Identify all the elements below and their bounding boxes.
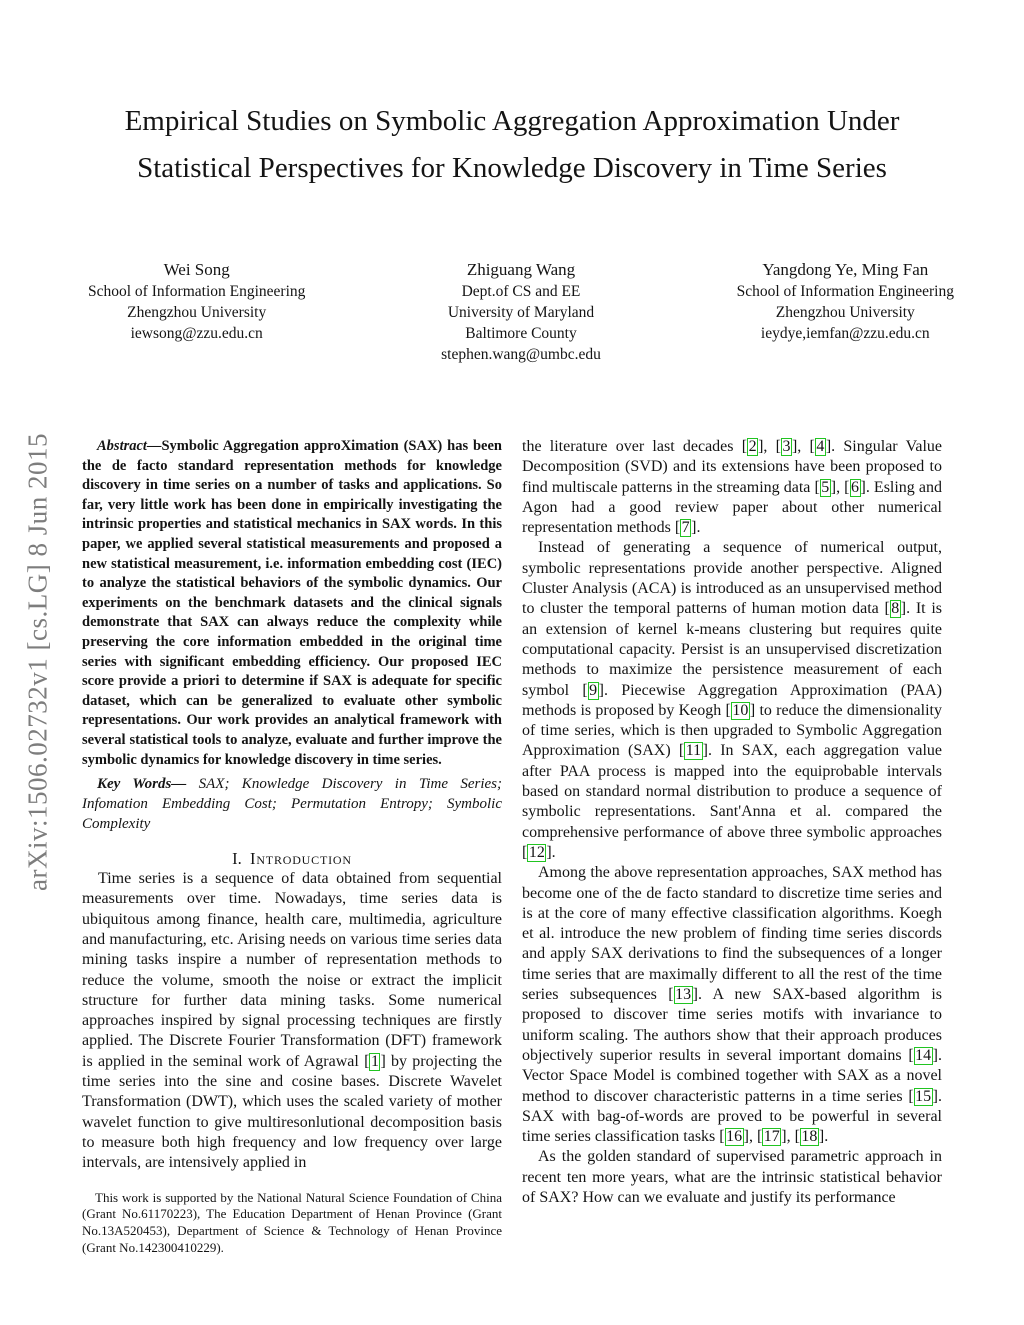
keywords-label: Key Words— [97, 776, 187, 793]
author-name: Wei Song [163, 260, 230, 279]
keywords-paragraph [82, 774, 502, 834]
abstract-paragraph [82, 437, 502, 770]
citation-ref[interactable]: 7 [681, 519, 690, 537]
author-email: stephen.wang@umbc.edu [441, 346, 601, 363]
citation-ref[interactable]: 16 [726, 1128, 743, 1146]
paper-title: Empirical Studies on Symbolic Aggregation Approximation Under Statistical Perspectives for Knowledge Discovery in Time Series [124, 105, 900, 184]
author-affiliation-line: Zhengzhou University [127, 304, 267, 321]
body-paragraph: the literature over last decades [2], [3], [4]. Singular Value Decomposition (SVD) and its extensions have been proposed to find multiscale patterns in the streaming data [5], [6]. Esling and Agon had a good review paper about other numerical representation methods [7]. [522, 438, 942, 537]
body-columns [82, 437, 942, 1257]
author-card [88, 259, 305, 365]
section-title: Introduction [250, 849, 352, 869]
author-email: iewsong@zzu.edu.cn [130, 325, 263, 342]
body-paragraph: As the golden standard of supervised parametric approach in recent ten more years, what are the intrinsic statistical behavior of SAX? How can we evaluate and justify its performance [522, 1148, 942, 1206]
abstract-label: Abstract— [97, 438, 162, 454]
citation-ref[interactable]: 11 [685, 742, 702, 760]
left-column [82, 437, 502, 1257]
intro-paragraph: Time series is a sequence of data obtained from sequential measurements over time. Nowadays, time series data is ubiquitous among finance, health care, multimedia, agriculture and manufacturing, etc. Arising needs on various time series data mining tasks inspire a number of representation methods to reduce the volume, smooth the noise or extract the implicit structure for further data mining tasks. Some numerical approaches inspired by signal processing techniques are firstly applied. The Discrete Fourier Transformation (DFT) framework is applied in the seminal work of Agrawal [1] by projecting the time series into the sine and cosine bases. Discrete Wavelet Transformation (DWT), which uses the scaled variety of mother wavelet function to give multiresonlutional decomposition basis to measure both high frequency and low frequency over large intervals, are intensively applied in [82, 870, 502, 1172]
citation-ref[interactable]: 15 [915, 1087, 932, 1105]
citation-ref[interactable]: 2 [748, 438, 757, 455]
citation-ref[interactable]: 17 [763, 1128, 780, 1146]
body-paragraph: Instead of generating a sequence of numerical output, symbolic representations provide another perspective. Aligned Cluster Analysis (ACA) is introduced as an unsupervised method to cluster the temporal patterns of human motion data [8]. It is an extension of kernel k-means clustering but requires quite computational capacity. Persist is an unsupervised discretization methods to maximize the persistence measurement of each symbol [9]. Piecewise Aggregation Approximation (PAA) methods is proposed by Keogh [10] to reduce the dimensionality of time series, which is then upgraded to Symbolic Aggregation Approximation (SAX) [11]. In SAX, each aggregation value after PAA process is mapped into the equiprobable intervals based on standard normal distribution to produce a sequence of symbolic representations. Sant'Anna et al. compared the comprehensive performance of above three symbolic approaches [12]. [522, 539, 943, 861]
citation-ref[interactable]: 13 [675, 986, 692, 1004]
body-paragraph: Among the above representation approaches, SAX method has become one of the de facto standard to discretize time series and is at the core of many effective classification algorithms. Koegh et al. introduce the new problem of finding time series discords and apply SAX derivations to find the subsequences of a longer time series that are maximally different to all the rest of the time series subsequences [13]. A new SAX-based algorithm is proposed to discover time series motifs with invariance to uniform scaling. The authors show that their approach produces objectively superior results in several important domains [14]. Vector Space Model is combined together with SAX as a novel method to discover characteristic patterns in a time series [15]. SAX with bag-of-words are proved to be powerful in several time series classification tasks [16], [17], [18]. [522, 864, 942, 1146]
support-footnote: This work is supported by the National Natural Science Foundation of China (Grant No.61170223), The Education Department of Henan Province (Grant No.13A520453), Department of Science & Technology of Henan Province (Grant No.142300410229). [82, 1189, 502, 1256]
citation-ref[interactable]: 9 [589, 681, 598, 699]
citation-ref[interactable]: 5 [821, 478, 830, 496]
citation-ref[interactable]: 12 [528, 843, 545, 861]
citation-ref[interactable]: 1 [370, 1052, 379, 1070]
citation-ref[interactable]: 4 [816, 438, 825, 455]
abstract-text: Symbolic Aggregation approXimation (SAX) has been the de facto standard representation methods for knowledge discovery in time series on a number of tasks and applications. So far, very little work has been done in empirically investigating the intrinsic properties and statistical mechanics in SAX words. In this paper, we applied several statistical measurements and proposed a new statistical measurement, i.e. information embedding cost (IEC) to analyze the statistical behaviors of the symbolic dynamics. Our experiments on the benchmark datasets and the clinical signals demonstrate that SAX can always reduce the complexity while preserving the core information embedded in the original time series with significant embedding efficiency. Our proposed IEC score provide a priori to determine if SAX is adequate for specific dataset, which can be generalized to evaluate other symbolic representations. Our work provides an analytical framework with several statistical tools to analyze, evaluate and further improve the symbolic dynamics for knowledge discovery in time series. [82, 438, 502, 768]
citation-ref[interactable]: 6 [851, 478, 860, 496]
author-email: ieydye,iemfan@zzu.edu.cn [760, 325, 930, 342]
author-affiliation-line: Dept.of CS and EE [461, 283, 581, 300]
author-affiliation-line: Baltimore County [465, 325, 577, 342]
arxiv-watermark: arXiv:1506.02732v1 [cs.LG] 8 Jun 2015 [22, 433, 53, 891]
author-affiliation-line: University of Maryland [447, 304, 595, 321]
author-name: Yangdong Ye, Ming Fan [762, 260, 929, 279]
author-affiliation-line: School of Information Engineering [736, 283, 954, 300]
author-affiliation-line: Zhengzhou University [775, 304, 915, 321]
citation-ref[interactable]: 14 [915, 1046, 932, 1064]
author-name: Zhiguang Wang [466, 260, 576, 279]
section-heading-introduction [82, 849, 502, 869]
citation-ref[interactable]: 10 [732, 701, 749, 719]
authors-block [88, 259, 954, 365]
section-number: I. [232, 849, 242, 869]
citation-ref[interactable]: 18 [801, 1128, 818, 1146]
citation-ref[interactable]: 8 [891, 600, 900, 618]
author-card [441, 259, 601, 365]
author-card [737, 259, 954, 365]
keywords-text: SAX; Knowledge Discovery in Time Series; Infomation Embedding Cost; Permutation Entropy; Symbolic Complexity [82, 776, 502, 833]
right-column [522, 437, 942, 1257]
author-affiliation-line: School of Information Engineering [88, 283, 306, 300]
citation-ref[interactable]: 3 [782, 438, 791, 455]
